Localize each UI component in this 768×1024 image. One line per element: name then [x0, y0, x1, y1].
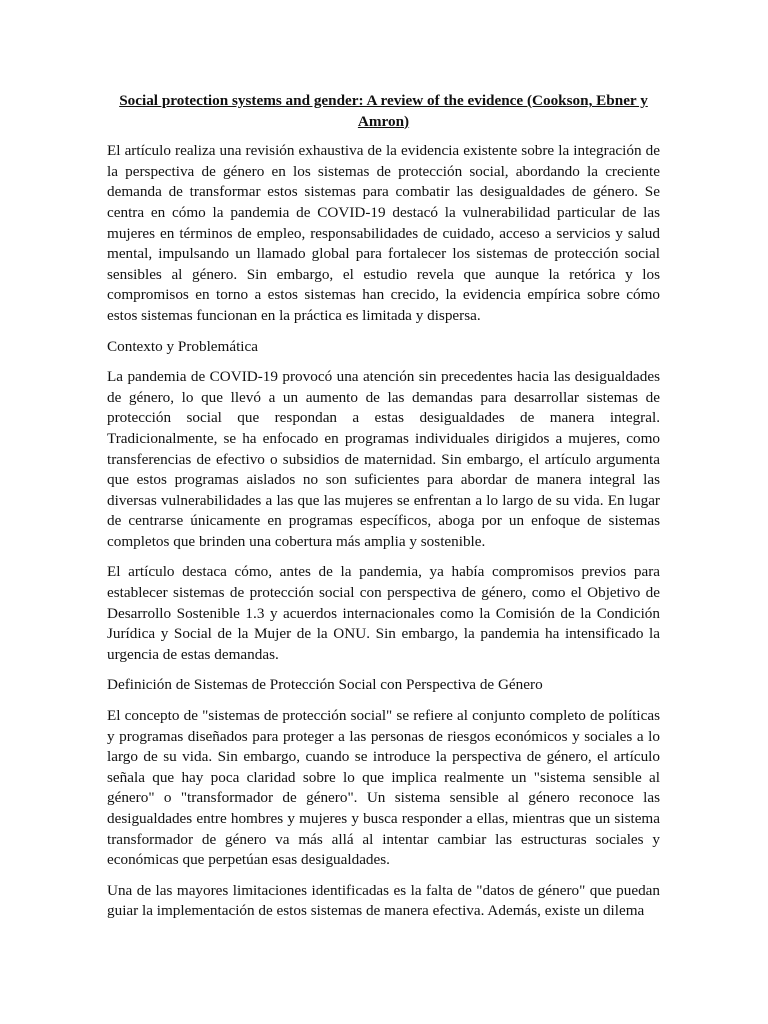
paragraph-context: La pandemia de COVID-19 provocó una atención sin precedentes hacia las desigualdades de género, lo que llevó a un aumento de las demandas para desarrollar sistemas de protección social que respondan a estas desigualdades de manera integral. Tradicionalmente, se ha enfocado en programas individuales dirigidos a mujeres, como transferencias de efectivo o subsidios de maternidad. Sin embargo, el artículo argumenta que estos programas aislados no son suficientes para abordar de manera integral las diversas vulnerabilidades a las que las mujeres se enfrentan a lo largo de su vida. En lugar de centrarse únicamente en programas específicos, aboga por un enfoque de sistemas completos que brinden una cobertura más amplia y sostenible.	[107, 368, 660, 550]
paragraph-limitations: Una de las mayores limitaciones identificadas es la falta de "datos de género" que puedan guiar la implementación de estos sistemas de manera efectiva. Además, existe un dilema	[107, 881, 660, 920]
paragraph-commitments: El artículo destaca cómo, antes de la pandemia, ya había compromisos previos para establecer sistemas de protección social con perspectiva de género, como el Objetivo de Desarrollo Sostenible 1.3 y acuerdos internacionales como la Comisión de la Condición Jurídica y Social de la Mujer de la ONU. Sin embargo, la pandemia ha intensificado la urgencia de estas demandas.	[107, 563, 660, 663]
document-title: Social protection systems and gender: A review of the evidence (Cookson, Ebner y Amron)	[119, 92, 648, 130]
section-heading-definition: Definición de Sistemas de Protección Social con Perspectiva de Género	[107, 676, 543, 694]
section-heading-context: Contexto y Problemática	[107, 337, 258, 355]
paragraph-intro: El artículo realiza una revisión exhaustiva de la evidencia existente sobre la integración de la perspectiva de género en los sistemas de protección social, abordando la creciente demanda de transformar estos sistemas para combatir las desigualdades de género. Se centra en cómo la pandemia de COVID-19 destacó la vulnerabilidad particular de las mujeres en términos de empleo, responsabilidades de cuidado, acceso a servicios y salud mental, impulsando un llamado global para fortalecer los sistemas de protección social sensibles al género. Sin embargo, el estudio revela que aunque la retórica y los compromisos en torno a estos sistemas han crecido, la evidencia empírica sobre cómo estos sistemas funcionan en la práctica es limitada y dispersa.	[107, 142, 660, 324]
document-page	[107, 91, 660, 932]
paragraph-definition: El concepto de "sistemas de protección social" se refiere al conjunto completo de políticas y programas diseñados para proteger a las personas de riesgos económicos y sociales a lo largo de su vida. Sin embargo, cuando se introduce la perspectiva de género, el artículo señala que hay poca claridad sobre lo que implica realmente un "sistema sensible al género" o "transformador de género". Un sistema sensible al género reconoce las desigualdades entre hombres y mujeres y busca responder a ellas, mientras que un sistema transformador de género va más allá al intentar cambiar las estructuras sociales y económicas que perpetúan esas desigualdades.	[107, 707, 660, 869]
